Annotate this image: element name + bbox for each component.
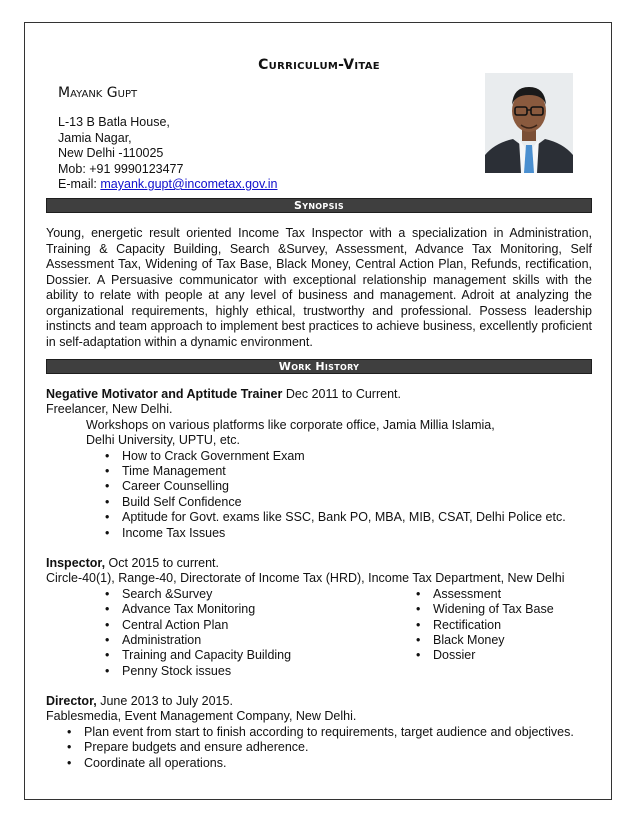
job-inspector-title-line	[46, 556, 592, 571]
list-item: • Plan event from start to finish according to requirements, target audience and objectives.	[84, 725, 592, 740]
list-item: • Build Self Confidence	[122, 495, 592, 510]
job-inspector-areas-left	[46, 587, 412, 679]
job-director-period: June 2013 to July 2015.	[96, 694, 233, 708]
profile-photo	[485, 73, 573, 173]
email-label: E-mail:	[58, 177, 101, 191]
list-item: • Penny Stock issues	[122, 664, 412, 679]
list-item: • Time Management	[122, 464, 592, 479]
list-item: • Aptitude for Govt. exams like SSC, Bank PO, MBA, MIB, CSAT, Delhi Police etc.	[122, 510, 592, 525]
job-trainer-period: Dec 2011 to Current.	[282, 387, 401, 401]
job-trainer-topics	[46, 449, 592, 541]
job-inspector	[46, 556, 592, 679]
job-inspector-org: Circle-40(1), Range-40, Directorate of Income Tax (HRD), Income Tax Department, New Delhi	[46, 571, 565, 586]
job-trainer-desc-1: Workshops on various platforms like corporate office, Jamia Millia Islamia,	[86, 417, 495, 432]
job-director-org: Fablesmedia, Event Management Company, New Delhi.	[46, 709, 357, 724]
work-history-heading: Work History	[46, 359, 592, 374]
list-item: • Black Money	[433, 633, 554, 648]
list-item: • Assessment	[433, 587, 554, 602]
list-item: • Widening of Tax Base	[433, 602, 554, 617]
email-line	[58, 177, 278, 193]
list-item: • Career Counselling	[122, 479, 592, 494]
document-title: Curriculum-Vitae	[258, 57, 380, 73]
job-trainer	[46, 387, 592, 541]
address-line-3: New Delhi -110025	[58, 146, 164, 160]
synopsis-heading: Synopsis	[46, 198, 592, 213]
address-line-2: Jamia Nagar,	[58, 130, 132, 145]
list-item: • How to Crack Government Exam	[122, 449, 592, 464]
contact-block	[58, 115, 278, 193]
job-inspector-period: Oct 2015 to current.	[105, 556, 219, 570]
list-item: • Training and Capacity Building	[122, 648, 412, 663]
list-item: • Administration	[122, 633, 412, 648]
job-trainer-title-line	[46, 387, 592, 402]
list-item: • Central Action Plan	[122, 618, 412, 633]
job-trainer-desc-2: Delhi University, UPTU, etc.	[86, 433, 240, 448]
mobile-number: Mob: +91 9990123477	[58, 161, 184, 176]
job-director-title-line	[46, 694, 592, 709]
job-director	[46, 694, 592, 771]
job-inspector-role: Inspector,	[46, 556, 106, 570]
list-item: • Dossier	[433, 648, 554, 663]
list-item: • Search &Survey	[122, 587, 412, 602]
email-link[interactable]: mayank.gupt@incometax.gov.in	[100, 177, 278, 191]
job-director-duties	[46, 725, 592, 771]
job-director-role: Director,	[46, 694, 97, 708]
job-inspector-areas	[46, 587, 592, 679]
list-item: • Prepare budgets and ensure adherence.	[84, 740, 592, 755]
job-inspector-areas-right	[412, 587, 554, 679]
synopsis-text: Young, energetic result oriented Income Tax Inspector with a specialization in Administration, Training & Capacity Building, Search &Survey, Assessment, Advance Tax Monitoring, Self Assessment Tax, Widening of Tax Base, Black Money, Central Action Plan, Refunds, rectification, Dossier. A Persuasive communicator with exceptional relationship management skills with the ability to relate with people at any level of business and management. Adroit at analyzing the organizational requirements, highly ethical, trustworthy and professional. Possess leadership instincts and team approach to implement best practices to achieve business, excellently proficient in self-adaptation within a dynamic environment.	[46, 226, 592, 349]
candidate-name: Mayank Gupt	[58, 85, 138, 101]
list-item: • Advance Tax Monitoring	[122, 602, 412, 617]
portrait-illustration	[485, 73, 573, 173]
list-item: • Coordinate all operations.	[84, 756, 592, 771]
job-trainer-org: Freelancer, New Delhi.	[46, 402, 173, 417]
address-line-1: L-13 B Batla House,	[58, 115, 170, 129]
job-trainer-role: Negative Motivator and Aptitude Trainer	[46, 387, 283, 401]
list-item: • Rectification	[433, 618, 554, 633]
list-item: • Income Tax Issues	[122, 526, 592, 541]
